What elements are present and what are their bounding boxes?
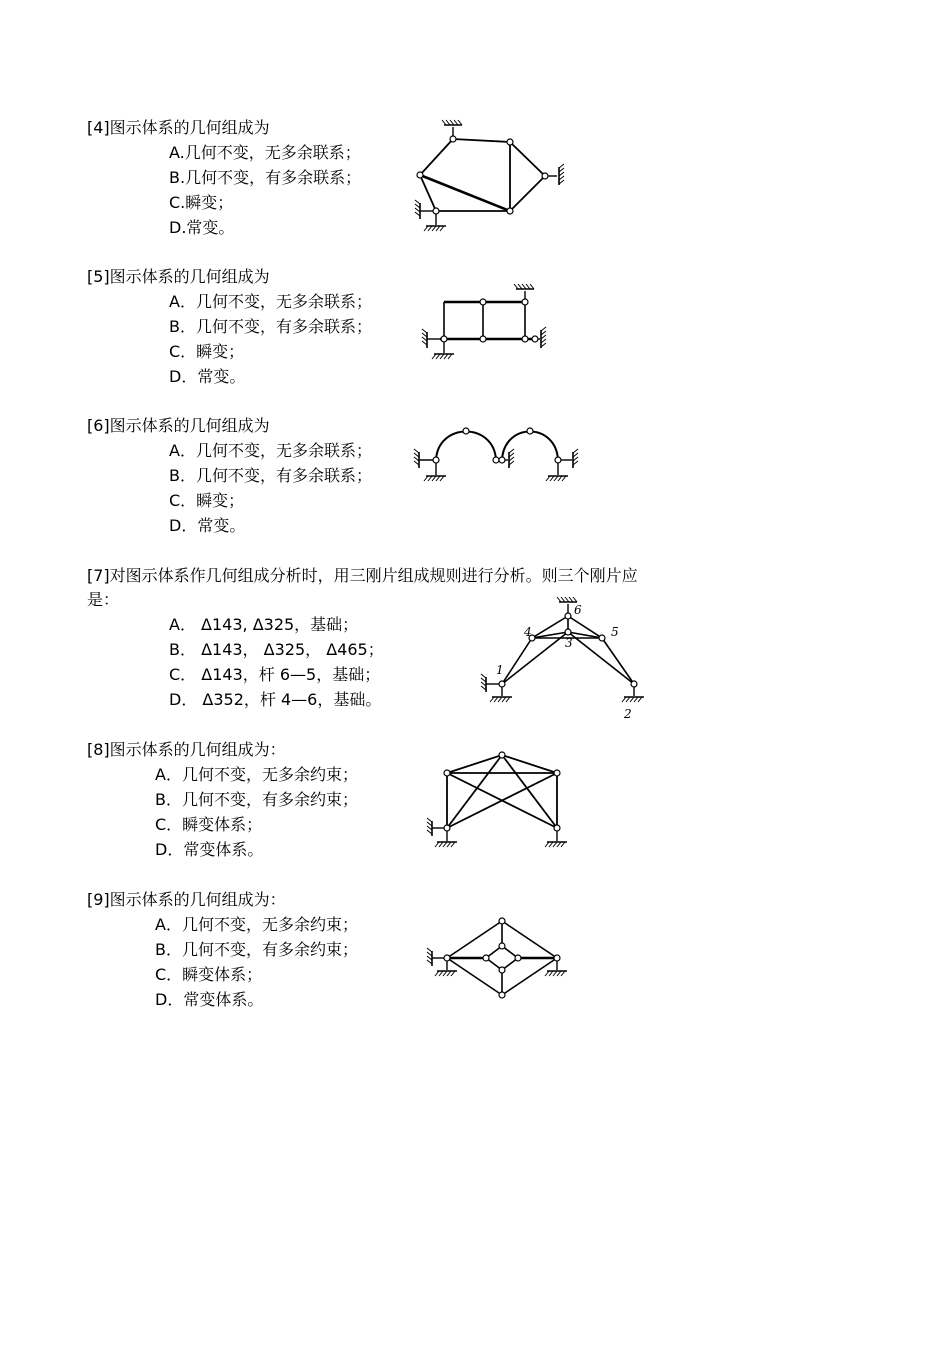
option-c: C． Δ143，杆 6—5，基础； (169, 665, 381, 684)
option-b: B．几何不变，有多余约束； (155, 940, 358, 959)
option-b: B．几何不变，有多余约束； (155, 790, 358, 809)
question-stem: [7]对图示体系作几何组成分析时，用三刚片组成规则进行分析。则三个刚片应是： (87, 566, 638, 609)
option-b: B． Δ143， Δ325， Δ465； (169, 640, 384, 659)
option-c: C．瞬变； (169, 491, 245, 510)
figure-q9-diamond (425, 913, 570, 1003)
option-d: D．常变体系。 (155, 840, 264, 859)
option-d: D．常变。 (169, 516, 246, 535)
option-c: C．瞬变； (169, 342, 245, 361)
option-b: B．几何不变，有多余联系； (169, 466, 372, 485)
question-4 (87, 116, 667, 240)
option-d: D.常变。 (169, 218, 235, 237)
question-8 (87, 738, 667, 862)
option-a: A．几何不变，无多余约束； (155, 915, 358, 934)
option-d: D．常变。 (169, 367, 246, 386)
option-a: A.几何不变，无多余联系； (169, 143, 361, 162)
figure-q5-frame (420, 282, 555, 364)
option-d: D． Δ352，杆 4—6，基础。 (169, 690, 382, 709)
option-d: D．常变体系。 (155, 990, 264, 1009)
question-stem: [5]图示体系的几何组成为 (87, 267, 270, 286)
node-label-6: 6 (574, 603, 582, 617)
option-a: A． Δ143, Δ325，基础； (169, 615, 359, 634)
node-label-2: 2 (624, 707, 632, 721)
node-label-4: 4 (524, 625, 532, 639)
option-c: C．瞬变体系； (155, 965, 263, 984)
option-c: C．瞬变体系； (155, 815, 263, 834)
figure-q8-frame (425, 745, 570, 853)
question-stem: [9]图示体系的几何组成为： (87, 890, 286, 909)
option-b: B．几何不变，有多余联系； (169, 317, 372, 336)
question-stem: [6]图示体系的几何组成为 (87, 416, 270, 435)
option-a: A．几何不变，无多余联系； (169, 292, 372, 311)
figure-q4-structure (410, 115, 570, 237)
figure-q6-arches (412, 420, 582, 488)
question-9 (87, 888, 667, 1012)
option-a: A．几何不变，无多余约束； (155, 765, 358, 784)
node-label-5: 5 (611, 625, 619, 639)
question-stem: [4]图示体系的几何组成为 (87, 118, 270, 137)
node-label-3: 3 (565, 636, 573, 650)
question-5 (87, 265, 667, 389)
question-stem: [8]图示体系的几何组成为： (87, 740, 286, 759)
figure-q7-truss (478, 592, 653, 720)
option-c: C.瞬变； (169, 193, 234, 212)
node-label-1: 1 (496, 663, 504, 677)
option-b: B.几何不变，有多余联系； (169, 168, 362, 187)
option-a: A．几何不变，无多余联系； (169, 441, 372, 460)
